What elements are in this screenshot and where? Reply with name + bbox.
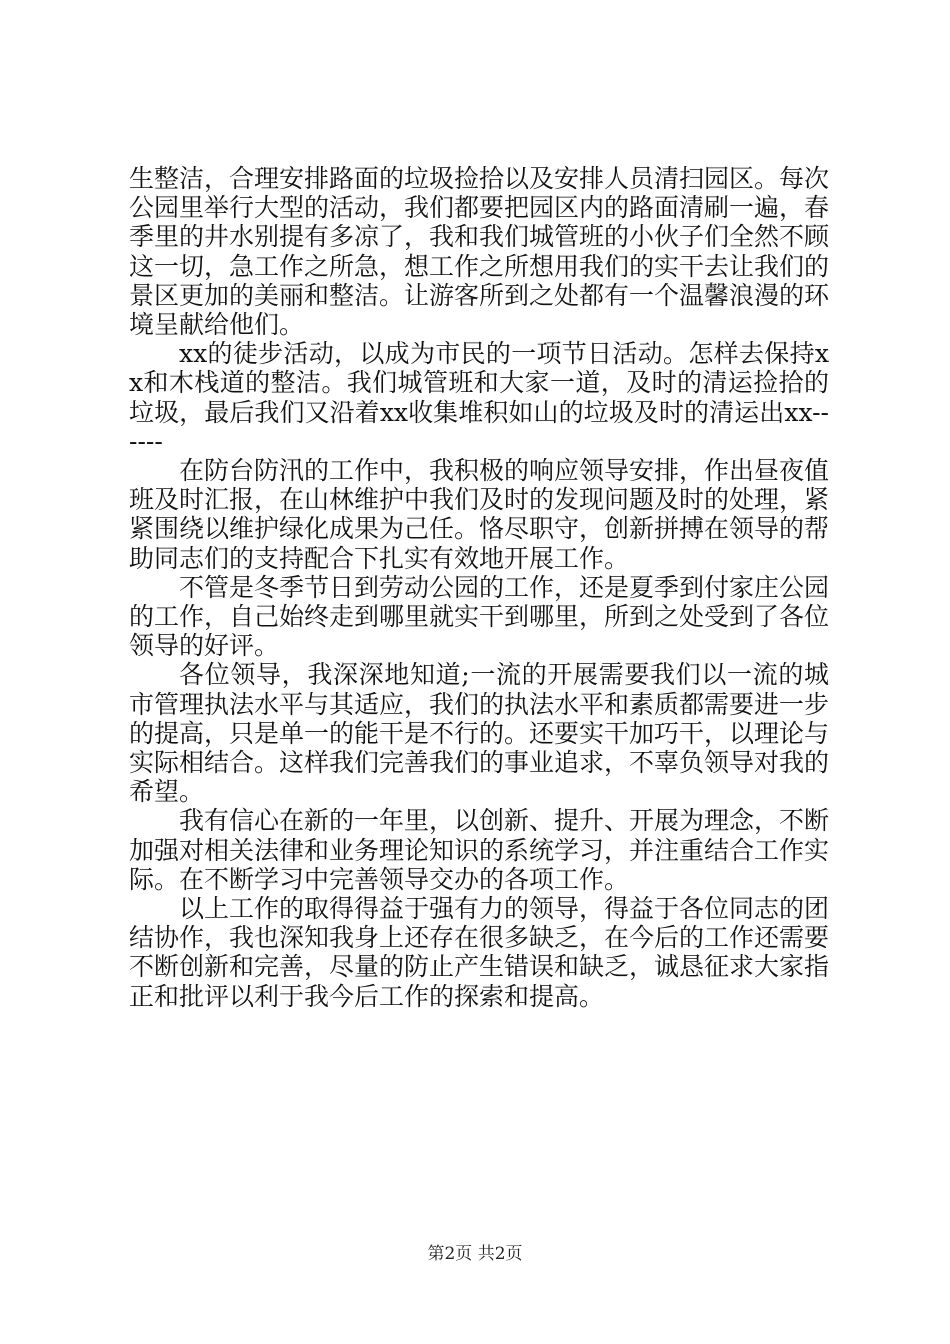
paragraph-hiking-activity: xx的徒步活动，以成为市民的一项节日活动。怎样去保持xx和木栈道的整洁。我们城管班和大家一道，及时的清运捡拾的垃圾，最后我们又沿着xx收集堆积如山的垃圾及时的清运出xx------ xyxy=(129,339,829,456)
paragraph-flood-prevention: 在防台防汛的工作中，我积极的响应领导安排，作出昼夜值班及时汇报，在山林维护中我们及时的发现问题及时的处理，紧紧围绕以维护绿化成果为己任。恪尽职守，创新拼搏在领导的帮助同志们的支持配合下扎实有效地开展工作。 xyxy=(129,456,830,573)
paragraph-new-year-plan: 我有信心在新的一年里，以创新、提升、开展为理念，不断加强对相关法律和业务理论知识的系统学习，并注重结合工作实际。在不断学习中完善领导交办的各项工作。 xyxy=(129,806,830,894)
paragraph-park-work: 不管是冬季节日到劳动公园的工作，还是夏季到付家庄公园的工作，自己始终走到哪里就实干到哪里，所到之处受到了各位领导的好评。 xyxy=(129,572,830,661)
paragraph-conclusion: 以上工作的取得得益于强有力的领导，得益于各位同志的团结协作，我也深知我身上还存在很多缺乏，在今后的工作还需要不断创新和完善，尽量的防止产生错误和缺乏，诚恳征求大家指正和批评以利于我今后工作的探索和提高。 xyxy=(129,894,830,1011)
paragraph-leadership-address: 各位领导，我深深地知道;一流的开展需要我们以一流的城市管理执法水平与其适应，我们的执法水平和素质都需要进一步的提高，只是单一的能干是不行的。还要实干加巧干，以理论与实际相结合。这样我们完善我们的事业追求，不辜负领导对我的希望。 xyxy=(129,660,830,807)
document-body xyxy=(129,164,829,1011)
paragraph-continued: 生整洁，合理安排路面的垃圾捡拾以及安排人员清扫园区。每次公园里举行大型的活动，我们都要把园区内的路面清刷一遍，春季里的井水别提有多凉了，我和我们城管班的小伙子们全然不顾这一切，急工作之所急，想工作之所想用我们的实干去让我们的景区更加的美丽和整洁。让游客所到之处都有一个温馨浪漫的环境呈献给他们。 xyxy=(129,164,830,340)
page-number-footer: 第2页 共2页 xyxy=(427,1244,523,1264)
